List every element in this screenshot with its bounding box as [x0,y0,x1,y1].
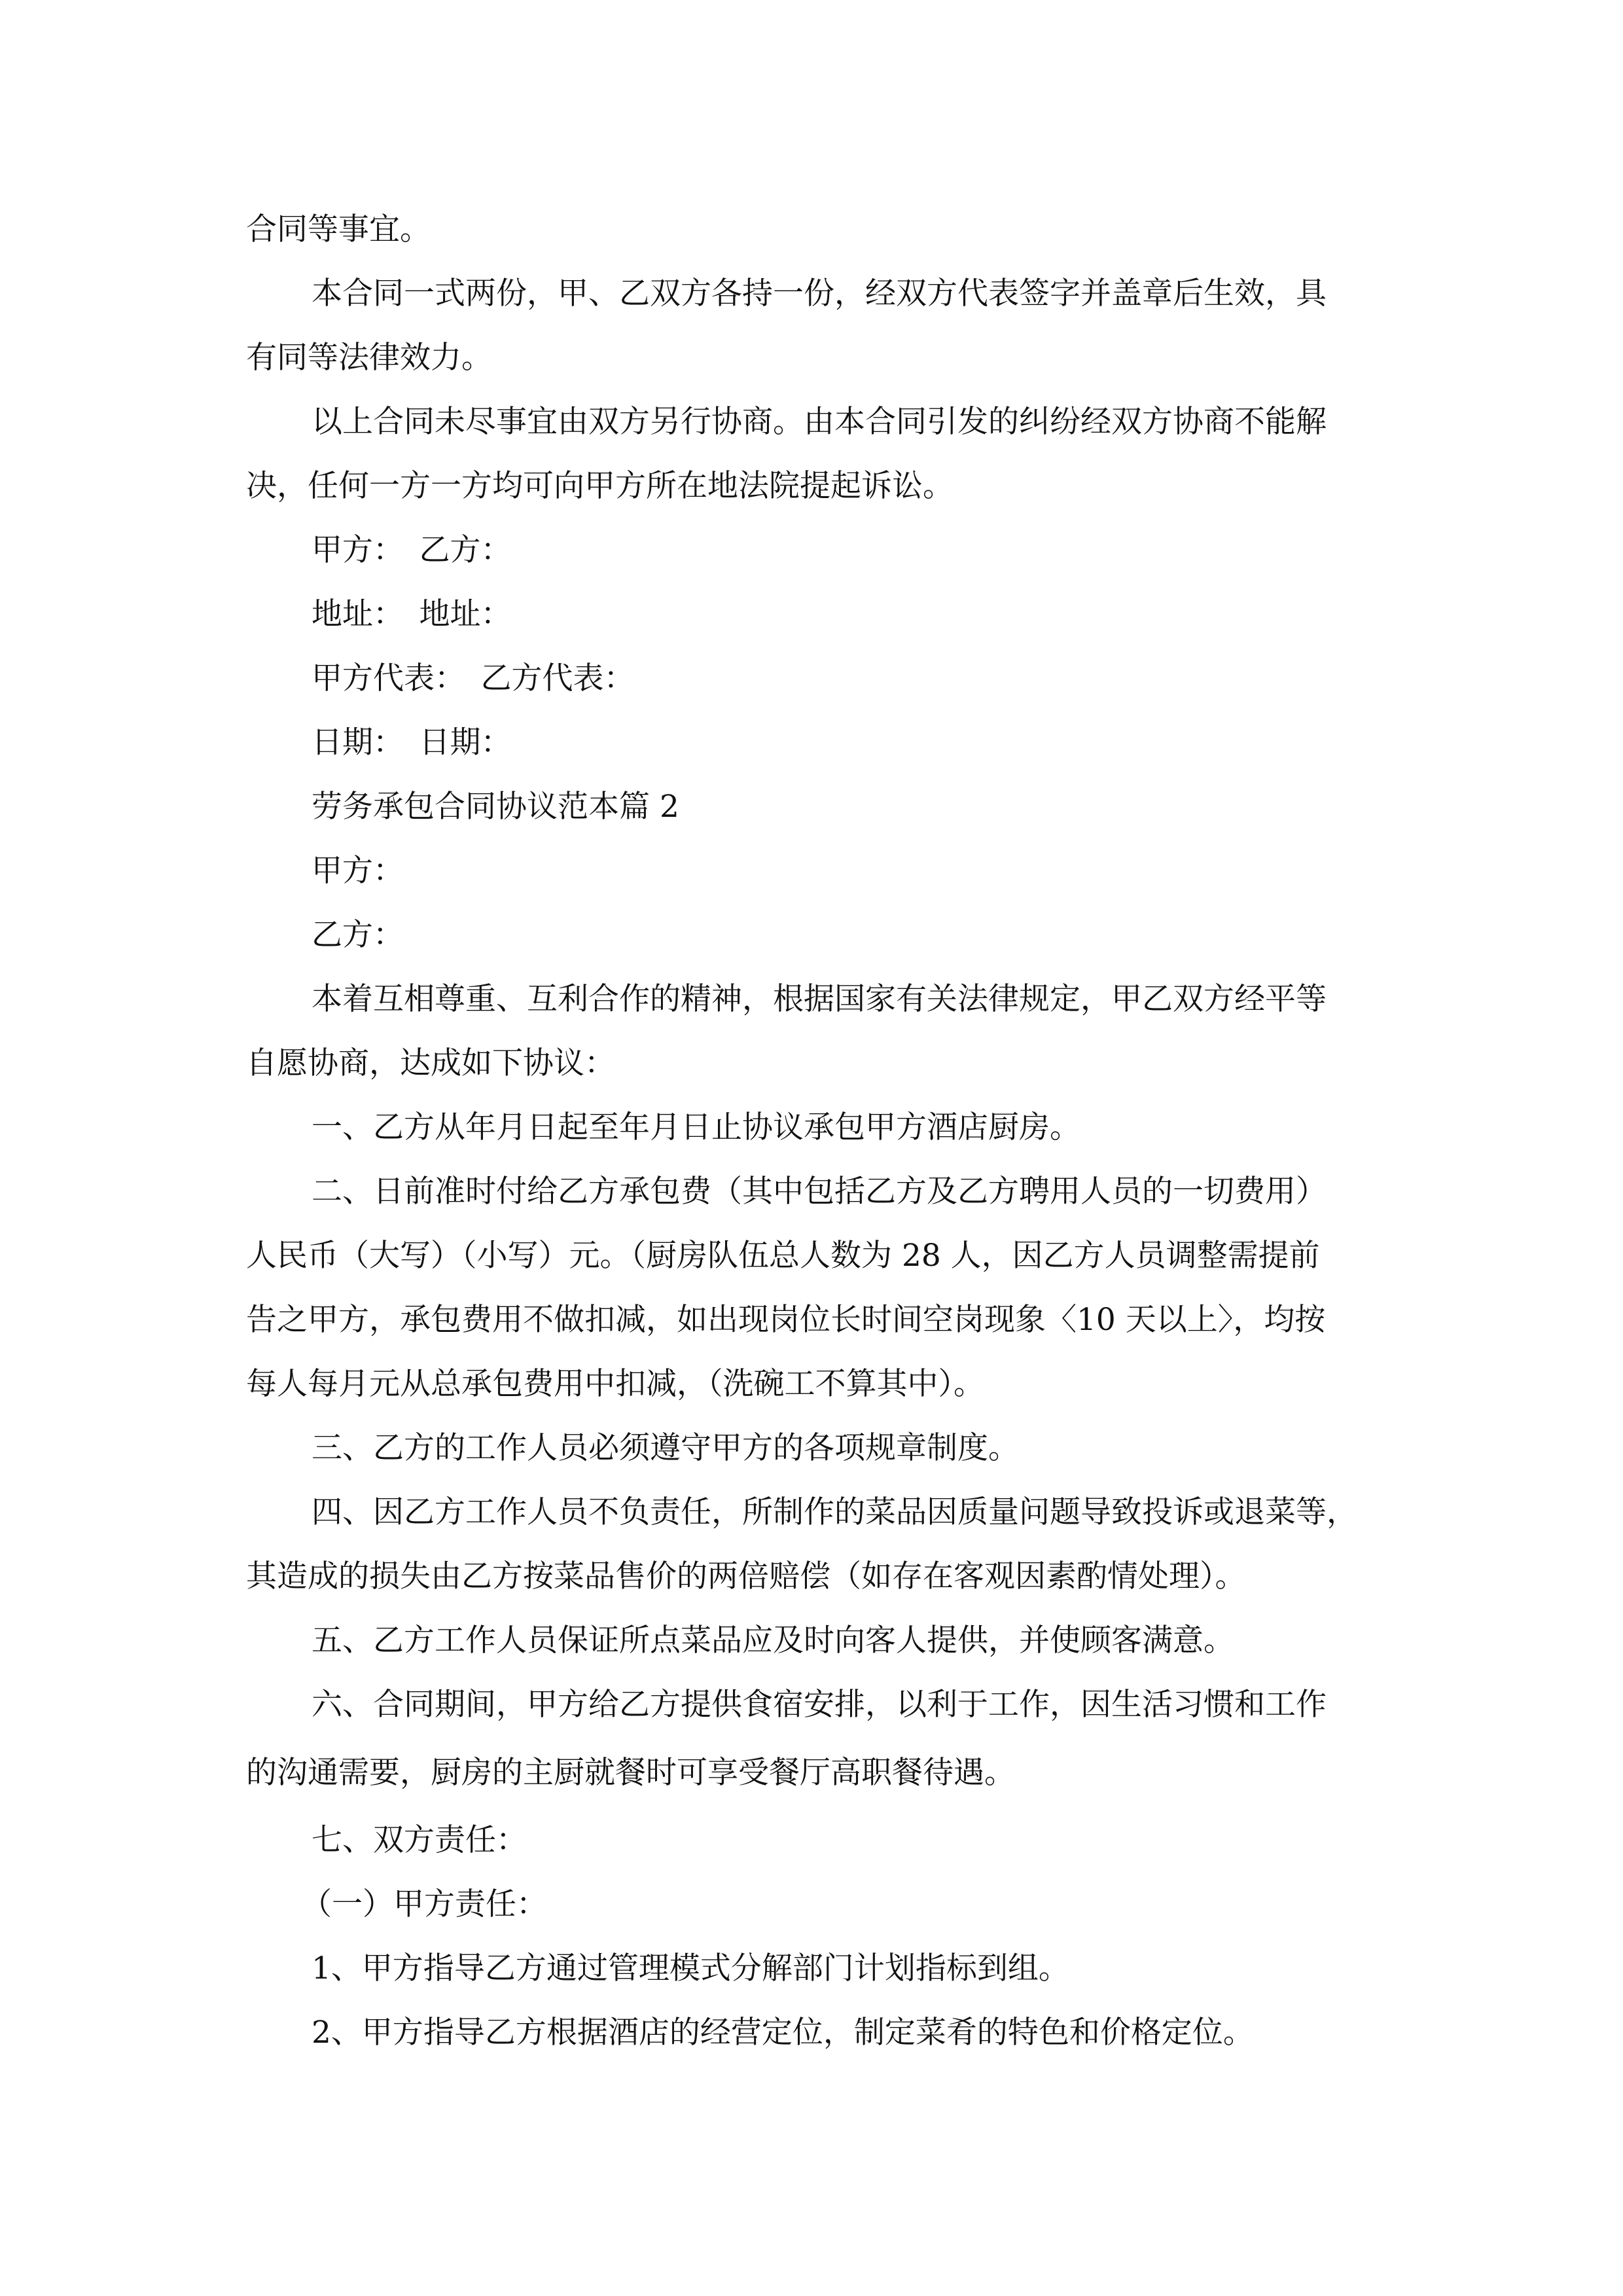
clause-5: 五、乙方工作人员保证所点菜品应及时向客人提供，并使顾客满意。 [312,1623,1234,1659]
section-title: 劳务承包合同协议范本篇 2 [312,789,679,825]
contract-body [246,198,1385,2065]
party-a-line: 甲方： [312,853,404,889]
text-line: 以上合同未尽事宜由双方另行协商。由本合同引发的纠纷经双方协商不能解 [312,404,1327,440]
text-line: 其造成的损失由乙方按菜品售价的两倍赔偿（如存在客观因素酌情处理）。 [246,1558,1246,1594]
text-line: 每人每月元从总承包费用中扣减，（洗碗工不算其中）。 [246,1366,984,1402]
signature-line-representatives: 甲方代表： 乙方代表： [312,660,635,696]
clause-4: 四、因乙方工作人员不负责任，所制作的菜品因质量问题导致投诉或退菜等， [312,1494,1357,1530]
text-line: 有同等法律效力。 [246,340,492,376]
text-line: 的沟通需要，厨房的主厨就餐时可享受餐厅高职餐待遇。 [246,1755,1015,1791]
text-line: 告之甲方，承包费用不做扣减，如出现岗位长时间空岗现象〈10 天以上〉，均按 [246,1302,1326,1338]
text-line: 人民币（大写）（小写）元。（厨房队伍总人数为 28 人，因乙方人员调整需提前 [246,1238,1320,1274]
clause-3: 三、乙方的工作人员必须遵守甲方的各项规章制度。 [312,1430,1019,1466]
text-line: 本合同一式两份，甲、乙双方各持一份，经双方代表签字并盖章后生效，具 [312,276,1327,312]
text-line: 合同等事宜。 [246,211,431,247]
subclause-heading: （一）甲方责任： [301,1886,547,1922]
list-item: 1、甲方指导乙方通过管理模式分解部门计划指标到组。 [312,1950,1069,1986]
clause-1: 一、乙方从年月日起至年月日止协议承包甲方酒店厨房。 [312,1109,1080,1145]
clause-2: 二、日前准时付给乙方承包费（其中包括乙方及乙方聘用人员的一切费用） [312,1174,1327,1210]
text-line: 决，任何一方一方均可向甲方所在地法院提起诉讼。 [246,468,954,504]
list-item: 2、甲方指导乙方根据酒店的经营定位，制定菜肴的特色和价格定位。 [312,2015,1254,2051]
clause-6: 六、合同期间，甲方给乙方提供食宿安排，以利于工作，因生活习惯和工作 [312,1687,1327,1723]
text-line: 自愿协商，达成如下协议： [246,1045,615,1081]
signature-line-date: 日期： 日期： [312,725,512,761]
party-b-line: 乙方： [312,917,404,953]
text-line: 本着互相尊重、互利合作的精神，根据国家有关法律规定，甲乙双方经平等 [312,981,1327,1017]
signature-line-address: 地址： 地址： [312,596,512,632]
signature-line-parties: 甲方： 乙方： [312,532,512,568]
clause-7: 七、双方责任： [312,1822,527,1858]
